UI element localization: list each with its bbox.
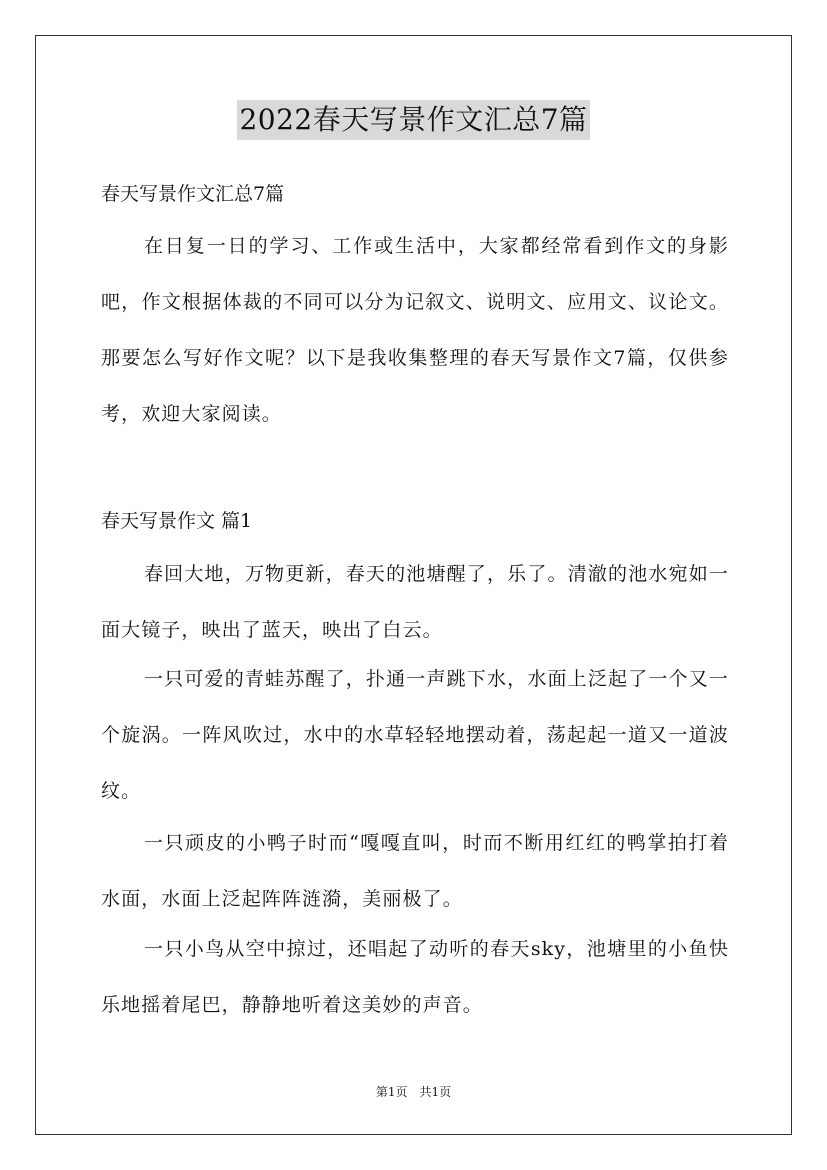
paragraph-3: 一只顽皮的小鸭子时而“嘎嘎直叫，时而不断用红红的鸭掌拍打着水面，水面上泛起阵阵涟漪，美丽极了。 [101,832,729,910]
page-footer: 第1页 共1页 [375,1085,452,1099]
paragraph-2: 一只可爱的青蛙苏醒了，扑通一声跳下水，水面上泛起了一个又一个旋涡。一阵风吹过，水中的水草轻轻地摆动着，荡起起一道又一道波纹。 [101,668,729,802]
document-title: 2022春天写景作文汇总7篇 [237,100,589,140]
intro-paragraph: 在日复一日的学习、工作或生活中，大家都经常看到作文的身影吧，作文根据体裁的不同可以分为记叙文、说明文、应用文、议论文。那要怎么写好作文呢？以下是我收集整理的春天写景作文7篇，仅供参考，欢迎大家阅读。 [101,235,729,425]
paragraph-1: 春回大地，万物更新，春天的池塘醒了，乐了。清澈的池水宛如一面大镜子，映出了蓝天，映出了白云。 [101,563,729,641]
title-container [0,100,827,140]
paragraph-4: 一只小鸟从空中掠过，还唱起了动听的春天sky，池塘里的小鱼快乐地摇着尾巴，静静地听着这美妙的声音。 [101,938,729,1016]
section-heading: 春天写景作文 篇1 [101,510,253,532]
document-subtitle: 春天写景作文汇总7篇 [101,183,285,205]
